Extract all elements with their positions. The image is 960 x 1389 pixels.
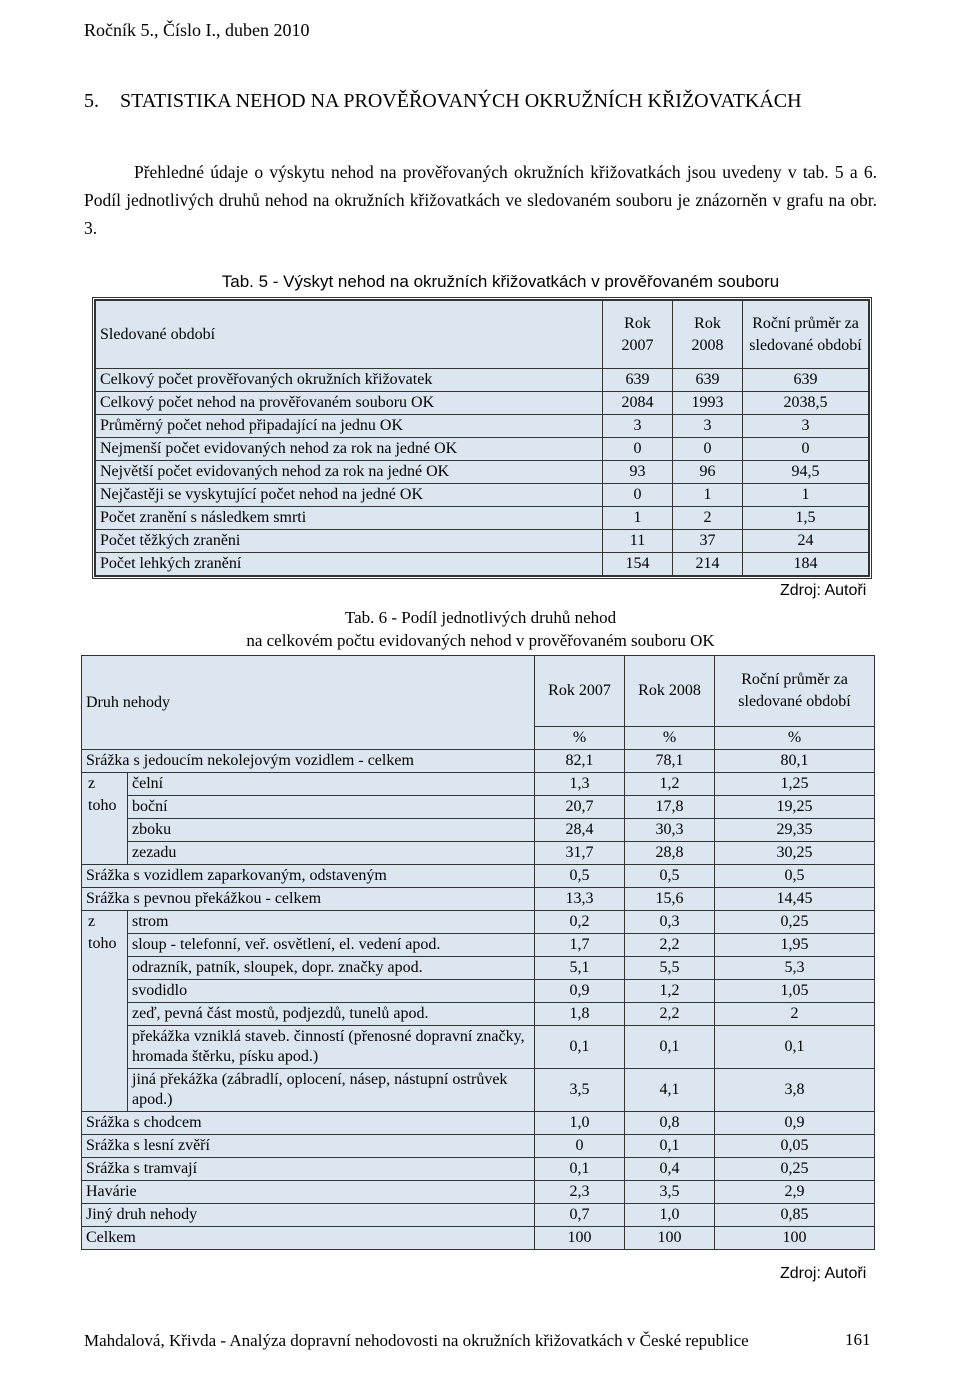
section-title: STATISTIKA NEHOD NA PROVĚŘOVANÝCH OKRUŽNÍCH KŘIŽOVATKÁCH bbox=[120, 90, 802, 112]
table6-cell-avg: 19,25 bbox=[715, 796, 875, 819]
table5-cell-y2007: 0 bbox=[603, 484, 673, 507]
table6-cell-avg: 0,5 bbox=[715, 865, 875, 888]
table6-cell-label: Jiný druh nehody bbox=[82, 1204, 535, 1227]
table5-cell-y2007: 3 bbox=[603, 415, 673, 438]
table6-cell-label: Srážka s chodcem bbox=[82, 1112, 535, 1135]
table6-cell-y2008: 17,8 bbox=[625, 796, 715, 819]
table5-cell-label: Počet lehkých zranění bbox=[96, 553, 603, 576]
table6-header-2007: Rok 2007 bbox=[535, 656, 625, 727]
table5-header-2007: Rok 2007 bbox=[603, 301, 673, 369]
table5-header-avg: Roční průměr za sledované období bbox=[743, 301, 869, 369]
table6-cell-y2008: 0,3 bbox=[625, 911, 715, 934]
table6-cell-label: Srážka s vozidlem zaparkovaným, odstaveným bbox=[82, 865, 535, 888]
table6-cell-y2008: 15,6 bbox=[625, 888, 715, 911]
table6-cell-avg: 2,9 bbox=[715, 1181, 875, 1204]
table6-cell-avg: 0,05 bbox=[715, 1135, 875, 1158]
table5-cell-avg: 639 bbox=[743, 369, 869, 392]
table6-cell-label: Srážka s tramvají bbox=[82, 1158, 535, 1181]
running-header: Ročník 5., Číslo I., duben 2010 bbox=[84, 20, 310, 40]
table6-cell-y2008: 100 bbox=[625, 1227, 715, 1250]
table5-cell-avg: 3 bbox=[743, 415, 869, 438]
table6-cell-label: svodidlo bbox=[128, 980, 535, 1003]
table6-row bbox=[82, 1204, 875, 1227]
table5-cell-avg: 0 bbox=[743, 438, 869, 461]
table6-row bbox=[82, 842, 875, 865]
table5-cell-avg: 184 bbox=[743, 553, 869, 576]
table6-cell-label: Srážka s lesní zvěří bbox=[82, 1135, 535, 1158]
table5-cell-y2007: 93 bbox=[603, 461, 673, 484]
table6-cell-y2008: 28,8 bbox=[625, 842, 715, 865]
table6-unit-2008: % bbox=[625, 727, 715, 750]
table5-row bbox=[96, 369, 869, 392]
table6-row bbox=[82, 819, 875, 842]
table6-cell-y2007: 1,0 bbox=[535, 1112, 625, 1135]
table6-unit-2007: % bbox=[535, 727, 625, 750]
table5-caption-text: Tab. 5 - Výskyt nehod na okružních křižovatkách v prověřovaném souboru bbox=[221, 272, 780, 291]
table6-cell-label: zezadu bbox=[128, 842, 535, 865]
table5-header-row bbox=[96, 301, 869, 369]
table6-cell-y2008: 0,8 bbox=[625, 1112, 715, 1135]
table5-cell-y2008: 214 bbox=[673, 553, 743, 576]
table6-cell-avg: 1,05 bbox=[715, 980, 875, 1003]
table6-cell-y2007: 0,5 bbox=[535, 865, 625, 888]
table6-row bbox=[82, 911, 875, 934]
table5-cell-y2008: 96 bbox=[673, 461, 743, 484]
table6-cell-avg: 100 bbox=[715, 1227, 875, 1250]
table6-cell-label: zboku bbox=[128, 819, 535, 842]
table6-cell-label: boční bbox=[128, 796, 535, 819]
table6-header-row bbox=[82, 656, 875, 727]
table5-cell-y2007: 2084 bbox=[603, 392, 673, 415]
table6-cell-avg: 0,25 bbox=[715, 1158, 875, 1181]
section-heading bbox=[84, 86, 884, 116]
table5-cell-label: Počet zranění s následkem smrti bbox=[96, 507, 603, 530]
table6-group-label: z toho bbox=[82, 911, 128, 1112]
table6-cell-y2008: 0,4 bbox=[625, 1158, 715, 1181]
table6-header-avg: Roční průměr za sledované období bbox=[715, 656, 875, 727]
table5-cell-label: Počet těžkých zraněni bbox=[96, 530, 603, 553]
table6-cell-y2007: 100 bbox=[535, 1227, 625, 1250]
table6-cell-avg: 0,9 bbox=[715, 1112, 875, 1135]
table6-cell-y2007: 13,3 bbox=[535, 888, 625, 911]
table6-cell-y2008: 1,0 bbox=[625, 1204, 715, 1227]
table6-cell-avg: 1,95 bbox=[715, 934, 875, 957]
table5-row bbox=[96, 461, 869, 484]
table5-cell-y2007: 154 bbox=[603, 553, 673, 576]
table5-cell-label: Největší počet evidovaných nehod za rok na jedné OK bbox=[96, 461, 603, 484]
table6-header-2008: Rok 2008 bbox=[625, 656, 715, 727]
table6-cell-avg: 3,8 bbox=[715, 1069, 875, 1112]
table6-cell-y2007: 1,8 bbox=[535, 1003, 625, 1026]
table6-cell-y2007: 0,2 bbox=[535, 911, 625, 934]
table5-header-2008: Rok 2008 bbox=[673, 301, 743, 369]
table5-header-label: Sledované období bbox=[96, 301, 603, 369]
table6-cell-y2008: 30,3 bbox=[625, 819, 715, 842]
table5-cell-avg: 2038,5 bbox=[743, 392, 869, 415]
table5-row bbox=[96, 415, 869, 438]
table6-cell-avg: 0,25 bbox=[715, 911, 875, 934]
table6-row bbox=[82, 980, 875, 1003]
table6-cell-y2008: 1,2 bbox=[625, 773, 715, 796]
section-number: 5. bbox=[84, 90, 99, 112]
table6-cell-label: odrazník, patník, sloupek, dopr. značky apod. bbox=[128, 957, 535, 980]
table5 bbox=[95, 300, 869, 576]
table6-cell-y2007: 1,7 bbox=[535, 934, 625, 957]
table5-cell-label: Celkový počet prověřovaných okružních křižovatek bbox=[96, 369, 603, 392]
table5-cell-label: Nejmenší počet evidovaných nehod za rok na jedné OK bbox=[96, 438, 603, 461]
table5-cell-y2008: 3 bbox=[673, 415, 743, 438]
table5-cell-y2007: 1 bbox=[603, 507, 673, 530]
table6-row bbox=[82, 957, 875, 980]
table5-cell-label: Nejčastěji se vyskytující počet nehod na jedné OK bbox=[96, 484, 603, 507]
table5-cell-y2008: 37 bbox=[673, 530, 743, 553]
table5-cell-y2008: 0 bbox=[673, 438, 743, 461]
table5-row bbox=[96, 484, 869, 507]
table5-cell-avg: 94,5 bbox=[743, 461, 869, 484]
table6 bbox=[81, 655, 875, 1250]
table6-cell-label: Celkem bbox=[82, 1227, 535, 1250]
table6-unit-avg: % bbox=[715, 727, 875, 750]
table6-row bbox=[82, 1112, 875, 1135]
table6-cell-avg: 29,35 bbox=[715, 819, 875, 842]
table6-cell-avg: 2 bbox=[715, 1003, 875, 1026]
table6-caption bbox=[84, 606, 877, 652]
table5-cell-y2008: 1 bbox=[673, 484, 743, 507]
table6-row bbox=[82, 934, 875, 957]
table6-row bbox=[82, 1158, 875, 1181]
table6-cell-y2007: 0,7 bbox=[535, 1204, 625, 1227]
table5-cell-label: Celkový počet nehod na prověřovaném souboru OK bbox=[96, 392, 603, 415]
table6-cell-y2007: 5,1 bbox=[535, 957, 625, 980]
table6-cell-y2008: 4,1 bbox=[625, 1069, 715, 1112]
table5-row bbox=[96, 438, 869, 461]
table6-cell-y2008: 5,5 bbox=[625, 957, 715, 980]
table6-cell-y2007: 20,7 bbox=[535, 796, 625, 819]
table6-cell-y2008: 2,2 bbox=[625, 934, 715, 957]
table6-header-label: Druh nehody bbox=[82, 656, 535, 750]
table6-cell-label: překážka vzniklá staveb. činností (přenosné dopravní značky, hromada štěrku, písku apod.) bbox=[128, 1026, 535, 1069]
table6-cell-y2007: 82,1 bbox=[535, 750, 625, 773]
table5-cell-label: Průměrný počet nehod připadající na jednu OK bbox=[96, 415, 603, 438]
table6-cell-label: Havárie bbox=[82, 1181, 535, 1204]
table5-cell-avg: 1,5 bbox=[743, 507, 869, 530]
table6-cell-avg: 80,1 bbox=[715, 750, 875, 773]
table6-caption-line1: Tab. 6 - Podíl jednotlivých druhů nehod bbox=[344, 608, 617, 627]
table6-source: Zdroj: Autoři bbox=[780, 1265, 867, 1282]
table6-cell-avg: 0,85 bbox=[715, 1204, 875, 1227]
table6-cell-y2008: 2,2 bbox=[625, 1003, 715, 1026]
table6-cell-label: zeď, pevná část mostů, podjezdů, tunelů apod. bbox=[128, 1003, 535, 1026]
table6-row bbox=[82, 796, 875, 819]
table6-cell-label: čelní bbox=[128, 773, 535, 796]
page-number: 161 bbox=[845, 1330, 871, 1349]
table6-body bbox=[82, 750, 875, 1250]
table5-row bbox=[96, 392, 869, 415]
table5-source: Zdroj: Autoři bbox=[780, 582, 867, 599]
table6-cell-avg: 30,25 bbox=[715, 842, 875, 865]
table6-row bbox=[82, 1135, 875, 1158]
table5-cell-y2008: 2 bbox=[673, 507, 743, 530]
table6-cell-y2008: 78,1 bbox=[625, 750, 715, 773]
table5-body bbox=[96, 369, 869, 576]
table6-row bbox=[82, 888, 875, 911]
footer-citation: Mahdalová, Křivda - Analýza dopravní nehodovosti na okružních křižovatkách v České republice bbox=[84, 1331, 749, 1350]
table5-row bbox=[96, 553, 869, 576]
table6-cell-label: Srážka s pevnou překážkou - celkem bbox=[82, 888, 535, 911]
table6-cell-y2008: 3,5 bbox=[625, 1181, 715, 1204]
table6-cell-label: strom bbox=[128, 911, 535, 934]
intro-text: Přehledné údaje o výskytu nehod na prověřovaných okružních křižovatkách jsou uvedeny v tab. 5 a 6. Podíl jednotlivých druhů nehod na okružních křižovatkách ve sledovaném souboru je znázorněn v grafu na obr. 3. bbox=[84, 162, 877, 238]
table6-group-label: z toho bbox=[82, 773, 128, 865]
table6-cell-avg: 0,1 bbox=[715, 1026, 875, 1069]
intro-paragraph bbox=[84, 158, 877, 242]
table5-cell-y2007: 11 bbox=[603, 530, 673, 553]
table6-cell-label: Srážka s jedoucím nekolejovým vozidlem - celkem bbox=[82, 750, 535, 773]
table5-cell-avg: 24 bbox=[743, 530, 869, 553]
table6-row bbox=[82, 1026, 875, 1069]
table6-cell-y2007: 31,7 bbox=[535, 842, 625, 865]
table6-cell-y2007: 1,3 bbox=[535, 773, 625, 796]
table5-caption bbox=[84, 272, 877, 292]
table6-cell-y2007: 2,3 bbox=[535, 1181, 625, 1204]
table5-cell-y2008: 1993 bbox=[673, 392, 743, 415]
table6-row bbox=[82, 1227, 875, 1250]
table6-cell-avg: 5,3 bbox=[715, 957, 875, 980]
table5-cell-y2007: 0 bbox=[603, 438, 673, 461]
table6-caption-line2: na celkovém počtu evidovaných nehod v prověřovaném souboru OK bbox=[246, 631, 715, 650]
table6-cell-avg: 1,25 bbox=[715, 773, 875, 796]
table6-row bbox=[82, 1069, 875, 1112]
table6-cell-label: jiná překážka (zábradlí, oplocení, násep, nástupní ostrůvek apod.) bbox=[128, 1069, 535, 1112]
table5-cell-avg: 1 bbox=[743, 484, 869, 507]
table6-cell-y2007: 0,9 bbox=[535, 980, 625, 1003]
table5-frame bbox=[92, 297, 872, 579]
table6-cell-y2008: 0,1 bbox=[625, 1135, 715, 1158]
table6-row bbox=[82, 865, 875, 888]
table5-row bbox=[96, 530, 869, 553]
table6-cell-y2007: 28,4 bbox=[535, 819, 625, 842]
table6-row bbox=[82, 1003, 875, 1026]
table6-cell-y2008: 0,5 bbox=[625, 865, 715, 888]
table6-cell-avg: 14,45 bbox=[715, 888, 875, 911]
table6-cell-label: sloup - telefonní, veř. osvětlení, el. vedení apod. bbox=[128, 934, 535, 957]
table5-cell-y2008: 639 bbox=[673, 369, 743, 392]
table5-cell-y2007: 639 bbox=[603, 369, 673, 392]
table6-cell-y2008: 0,1 bbox=[625, 1026, 715, 1069]
table5-row bbox=[96, 507, 869, 530]
table6-cell-y2008: 1,2 bbox=[625, 980, 715, 1003]
table6-frame bbox=[81, 655, 875, 1250]
table6-cell-y2007: 3,5 bbox=[535, 1069, 625, 1112]
table6-row bbox=[82, 773, 875, 796]
table6-row bbox=[82, 750, 875, 773]
table6-row bbox=[82, 1181, 875, 1204]
table6-cell-y2007: 0,1 bbox=[535, 1158, 625, 1181]
table6-cell-y2007: 0,1 bbox=[535, 1026, 625, 1069]
table6-cell-y2007: 0 bbox=[535, 1135, 625, 1158]
